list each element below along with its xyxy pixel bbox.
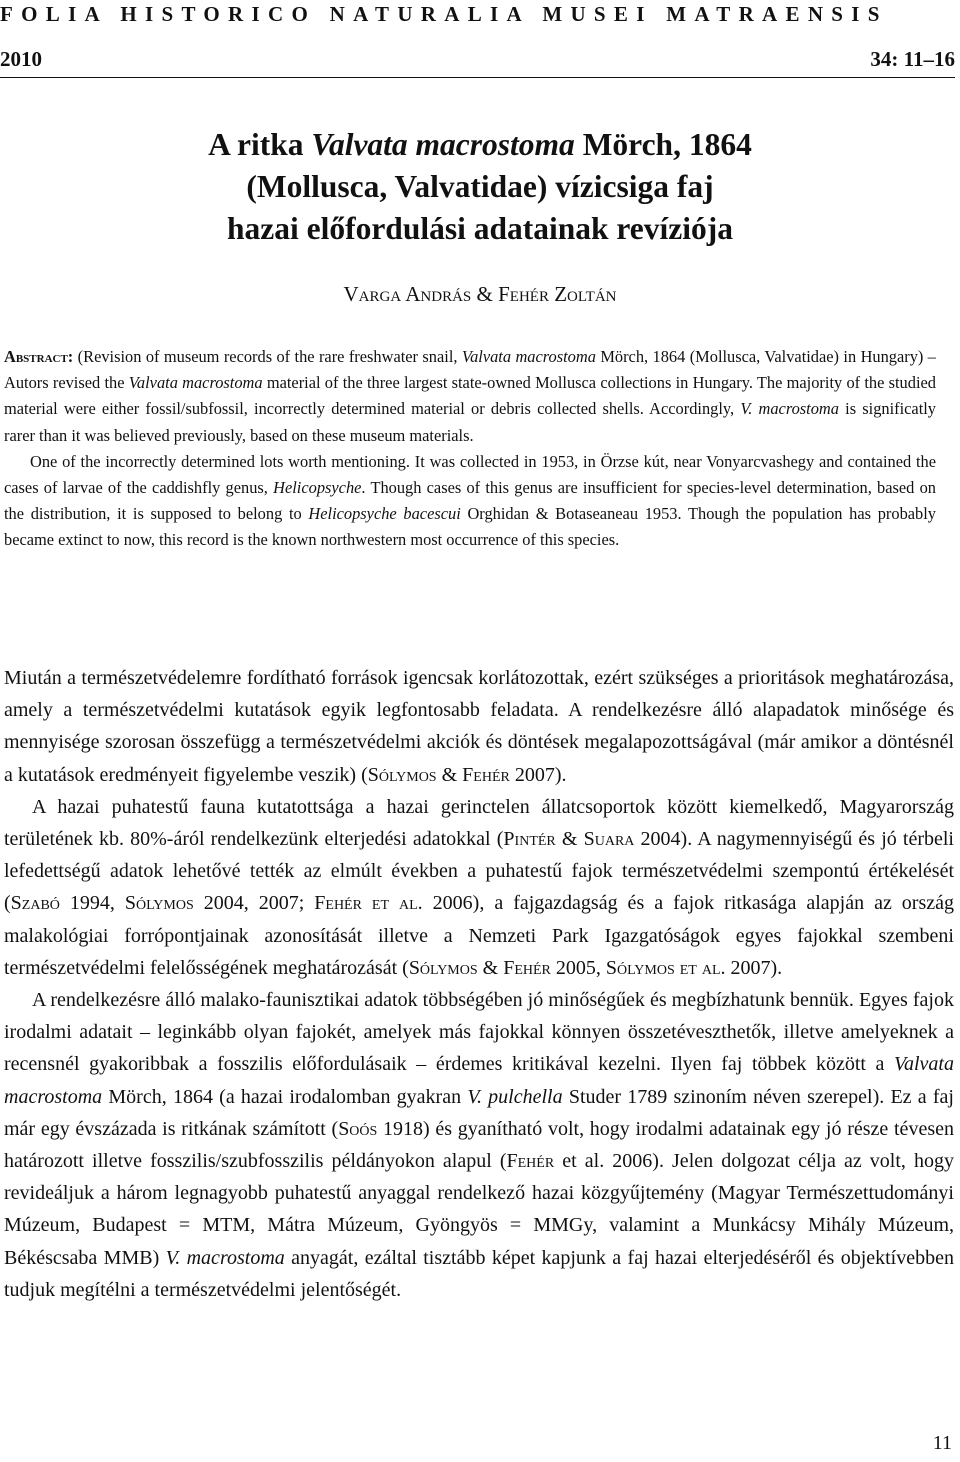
cited-author: Fehér [506,1150,555,1173]
text-run: One of the incorrectly determined lots worth mentioning. It was collected in 1953, in Örzse kút, near Vonyarcvashegy and contained the cases of larvae of the caddishfly genus, [4,451,936,498]
title-line1-species: Valvata macrostoma [311,127,575,162]
italic-term: Helicopsyche [273,478,362,498]
article-title [0,124,960,250]
cited-author: Pintér [503,828,556,851]
cited-author: Sólymos [367,763,437,786]
text-run: & [477,956,504,979]
journal-name: FOLIA HISTORICO NATURALIA MUSEI MATRAENSIS [0,2,888,26]
text-run: anyagát, ezáltal tisztább képet kapjunk a faj hazai elterjedéséről és objektívebben tudjuk megítélni a természetvédelmi jelentőségét. [4,1246,954,1301]
italic-term: Valvata macrostoma [128,373,263,393]
text-run: is significatly rarer than it was believed previously, based on these museum materials. [4,399,937,445]
title-line1-post: Mörch, 1864 [574,127,752,162]
text-run: 2007). [509,763,567,786]
text-run: Studer 1789 szinoním néven szerepel). Ez a faj már egy évszázada is ritkának számított ( [4,1085,954,1140]
body-paragraph-1 [4,662,954,791]
cited-author: Fehér [462,763,510,786]
page-number: 11 [932,1432,952,1454]
text-run: 1994, [59,892,125,915]
body-paragraph-2 [4,791,954,984]
issue-meta [0,47,955,73]
author-separator: & [471,282,499,306]
author-2: Fehér Zoltán [498,282,617,306]
text-run: Mörch, 1864 (Mollusca, Valvatidae) in Hungary) – Autors revised the [4,347,936,393]
text-run: material of the three largest state-owned Mollusca collections in Hungary. The majority of the studied material were either fossil/subfossil, incorrectly determined material or debris collected shells. Accordingly, [4,373,936,419]
cited-author: Fehér et al. [314,892,423,915]
cited-author: Suara [583,828,635,851]
italic-term: V. macrostoma [165,1246,285,1269]
title-line1-pre: A ritka [208,127,312,162]
abstract-paragraph-2 [4,449,936,554]
cited-author: Sólymos et al. [605,956,726,979]
author-1: Varga András [343,282,472,306]
title-line2: (Mollusca, Valvatidae) vízicsiga faj [246,169,714,204]
body-paragraph-3 [4,984,954,1306]
abstract-label: Abstract: [4,347,74,366]
italic-term: Helicopsyche bacescui [308,504,461,524]
text-run: & [555,828,584,851]
italic-term: Valvata macrostoma [4,1053,954,1108]
text-run: (Revision of museum records of the rare freshwater snail, [73,347,462,366]
text-run: et al. 2006). Jelen dolgozat célja az volt, hogy revideáljuk a három legnagyobb puhatestű anyaggal rendelkező hazai közgyűjtemény (Magyar Természettudományi Múzeum, Budapest = MTM, Mátra Múzeum, Gyöngyös = MMGy, valamint a Munkácsy Mihály Múzeum, Békéscsaba MMB) [4,1150,954,1269]
abstract [4,344,936,554]
text-run: 2005, [550,956,606,979]
italic-term: V. pulchella [467,1085,563,1108]
title-line3: hazai előfordulási adatainak revíziója [226,211,734,246]
text-run: A hazai puhatestű fauna kutatottsága a hazai gerinctelen állatcsoportok között kiemelkedő, Magyarország területének kb. 80%-áról rendelkezünk elterjedési adatokkal ( [4,795,954,851]
text-run: . Though cases of this genus are insufficient for species-level determination, based on the distribution, it is supposed to belong to [4,478,936,524]
italic-term: Valvata macrostoma [461,347,596,366]
text-run: Miután a természetvédelemre fordítható források igencsak korlátozottak, ezért szükséges a prioritások meghatározása, amely a természetvédelmi kutatások egyik legfontosabb feladata. A rendelkezésre álló alapadatok minősége és mennyisége szorosan összefügg a természetvédelmi akciók és döntések megalapozottságával (már amikor a döntésnél a kutatások eredményeit figyelembe veszik) ( [4,667,954,786]
abstract-paragraph-1 [4,344,936,449]
body-text [4,662,954,1306]
cited-author: Soós [338,1117,378,1140]
text-run: Mörch, 1864 (a hazai irodalomban gyakran [102,1085,468,1108]
text-run: & [436,763,463,786]
cited-author: Sólymos [408,956,478,979]
text-run: 2004, 2007; [193,892,315,915]
text-run: 2006), a fajgazdagság és a fajok ritkasága alapján az ország malakológiai forrópontjainak azonosítását illetve a Nemzeti Park Igazgatóságok egyes fajokkal szembeni természetvédelmi felelősségének meghatározását ( [4,892,955,979]
text-run: A rendelkezésre álló malako-faunisztikai adatok többségében jó minőségűek és megbízhatunk bennük. Egyes fajok irodalmi adatait – leginkább olyan fajokét, amelyek más fajokkal könnyen összetéveszthetők, illetve amelyeknek a recensnél gyakoribbak a fosszilis előfordulásaik – érdemes kritikával kezelni. Ilyen faj többek között a [4,989,954,1076]
text-run: 2007). [725,956,783,979]
text-run: 2004). A nagymennyiségű és jó térbeli lefedettségű adatok lehetővé tették az elmúlt években a puhatestű fajok természetvédelmi szempontú értékelését ( [4,828,954,915]
volume-pages: 34: 11–16 [870,47,955,71]
cited-author: Szabó [10,892,60,915]
text-run: Orghidan & Botaseaneau 1953. Though the population has probably became extinct to now, this record is the known northwestern most occurrence of this species. [4,504,936,550]
cited-author: Fehér [503,956,551,979]
italic-term: V. macrostoma [740,399,839,419]
header-rule [0,77,955,78]
text-run: 1918) és gyanítható volt, hogy irodalmi adatainak egy jó része tévesen határozott illetve fosszilis/szubfosszilis példányokon alapul ( [4,1117,954,1173]
authors [0,282,960,307]
cited-author: Sólymos [124,892,194,915]
publication-year: 2010 [0,47,42,71]
